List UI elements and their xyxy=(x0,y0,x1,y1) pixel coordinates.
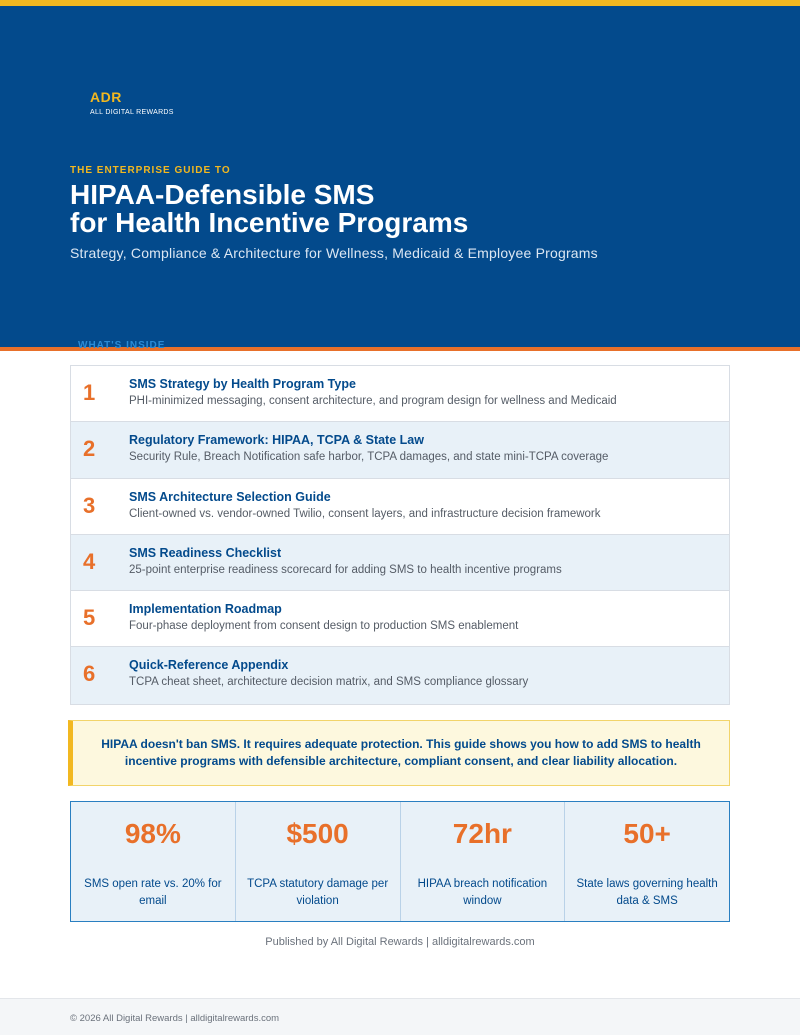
key-message-callout xyxy=(68,720,730,786)
contents-item xyxy=(71,591,729,647)
hero-eyebrow: THE ENTERPRISE GUIDE TO xyxy=(70,165,231,176)
callout-text: HIPAA doesn't ban SMS. It requires adequate protection. This guide shows you how to add SMS to health incentive programs with defensible architecture, compliant consent, and clear liability allocation. xyxy=(101,737,701,768)
contents-list xyxy=(70,365,730,705)
stat-value: 98% xyxy=(124,818,181,849)
item-description: PHI-minimized messaging, consent architecture, and program design for wellness and Medicaid xyxy=(129,395,617,407)
item-title: SMS Strategy by Health Program Type xyxy=(129,377,356,391)
hero-banner xyxy=(0,6,800,347)
item-number: 3 xyxy=(83,492,96,518)
item-title: Quick-Reference Appendix xyxy=(129,658,289,673)
publisher-line: Published by All Digital Rewards | alldigitalrewards.com xyxy=(265,936,535,948)
item-description: Security Rule, Breach Notification safe harbor, TCPA damages, and state mini-TCPA coverage xyxy=(129,451,609,464)
brand-logo: ADR xyxy=(90,89,122,105)
stat-card xyxy=(71,802,236,921)
stat-label: TCPA statutory damage per violation xyxy=(247,878,389,907)
page-subtitle: Strategy, Compliance & Architecture for Wellness, Medicaid & Employee Programs xyxy=(70,245,598,261)
footer-copyright: © 2026 All Digital Rewards | alldigitalrewards.com xyxy=(70,1013,280,1024)
contents-item xyxy=(71,479,729,535)
item-title: SMS Readiness Checklist xyxy=(129,545,282,560)
contents-label: WHAT'S INSIDE xyxy=(78,340,166,351)
item-number: 1 xyxy=(83,380,96,405)
stat-value: 50+ xyxy=(623,818,671,849)
item-title: Regulatory Framework: HIPAA, TCPA & State Law xyxy=(129,433,424,448)
stat-value: 72hr xyxy=(452,818,512,849)
item-title: Implementation Roadmap xyxy=(129,602,282,617)
title-line-2: for Health Incentive Programs xyxy=(70,207,469,238)
item-number: 2 xyxy=(83,436,96,462)
title-line-1: HIPAA-Defensible SMS xyxy=(70,179,375,210)
item-description: TCPA cheat sheet, architecture decision matrix, and SMS compliance glossary xyxy=(129,676,529,689)
item-description: Client-owned vs. vendor-owned Twilio, consent layers, and infrastructure decision framework xyxy=(129,507,601,520)
stat-card xyxy=(236,802,401,921)
stats-panel xyxy=(70,801,730,922)
item-number: 6 xyxy=(83,661,96,687)
page-footer xyxy=(0,998,800,1035)
item-number: 5 xyxy=(83,605,96,631)
stat-value: $500 xyxy=(286,818,349,849)
page-title xyxy=(70,181,468,237)
contents-item xyxy=(71,422,729,478)
item-title: SMS Architecture Selection Guide xyxy=(129,489,331,504)
stat-label: SMS open rate vs. 20% for email xyxy=(84,878,222,907)
contents-item xyxy=(71,647,729,703)
item-description: 25-point enterprise readiness scorecard for adding SMS to health incentive programs xyxy=(129,563,562,576)
stat-card xyxy=(401,802,566,921)
contents-item xyxy=(71,366,729,422)
brand-name: ALL DIGITAL REWARDS xyxy=(90,109,174,116)
item-number: 4 xyxy=(83,548,96,574)
item-description: Four-phase deployment from consent design to production SMS enablement xyxy=(129,620,519,633)
stat-label: State laws governing health data & SMS xyxy=(576,878,718,907)
stat-card xyxy=(565,802,729,921)
stat-label: HIPAA breach notification window xyxy=(417,878,548,907)
contents-item xyxy=(71,535,729,591)
